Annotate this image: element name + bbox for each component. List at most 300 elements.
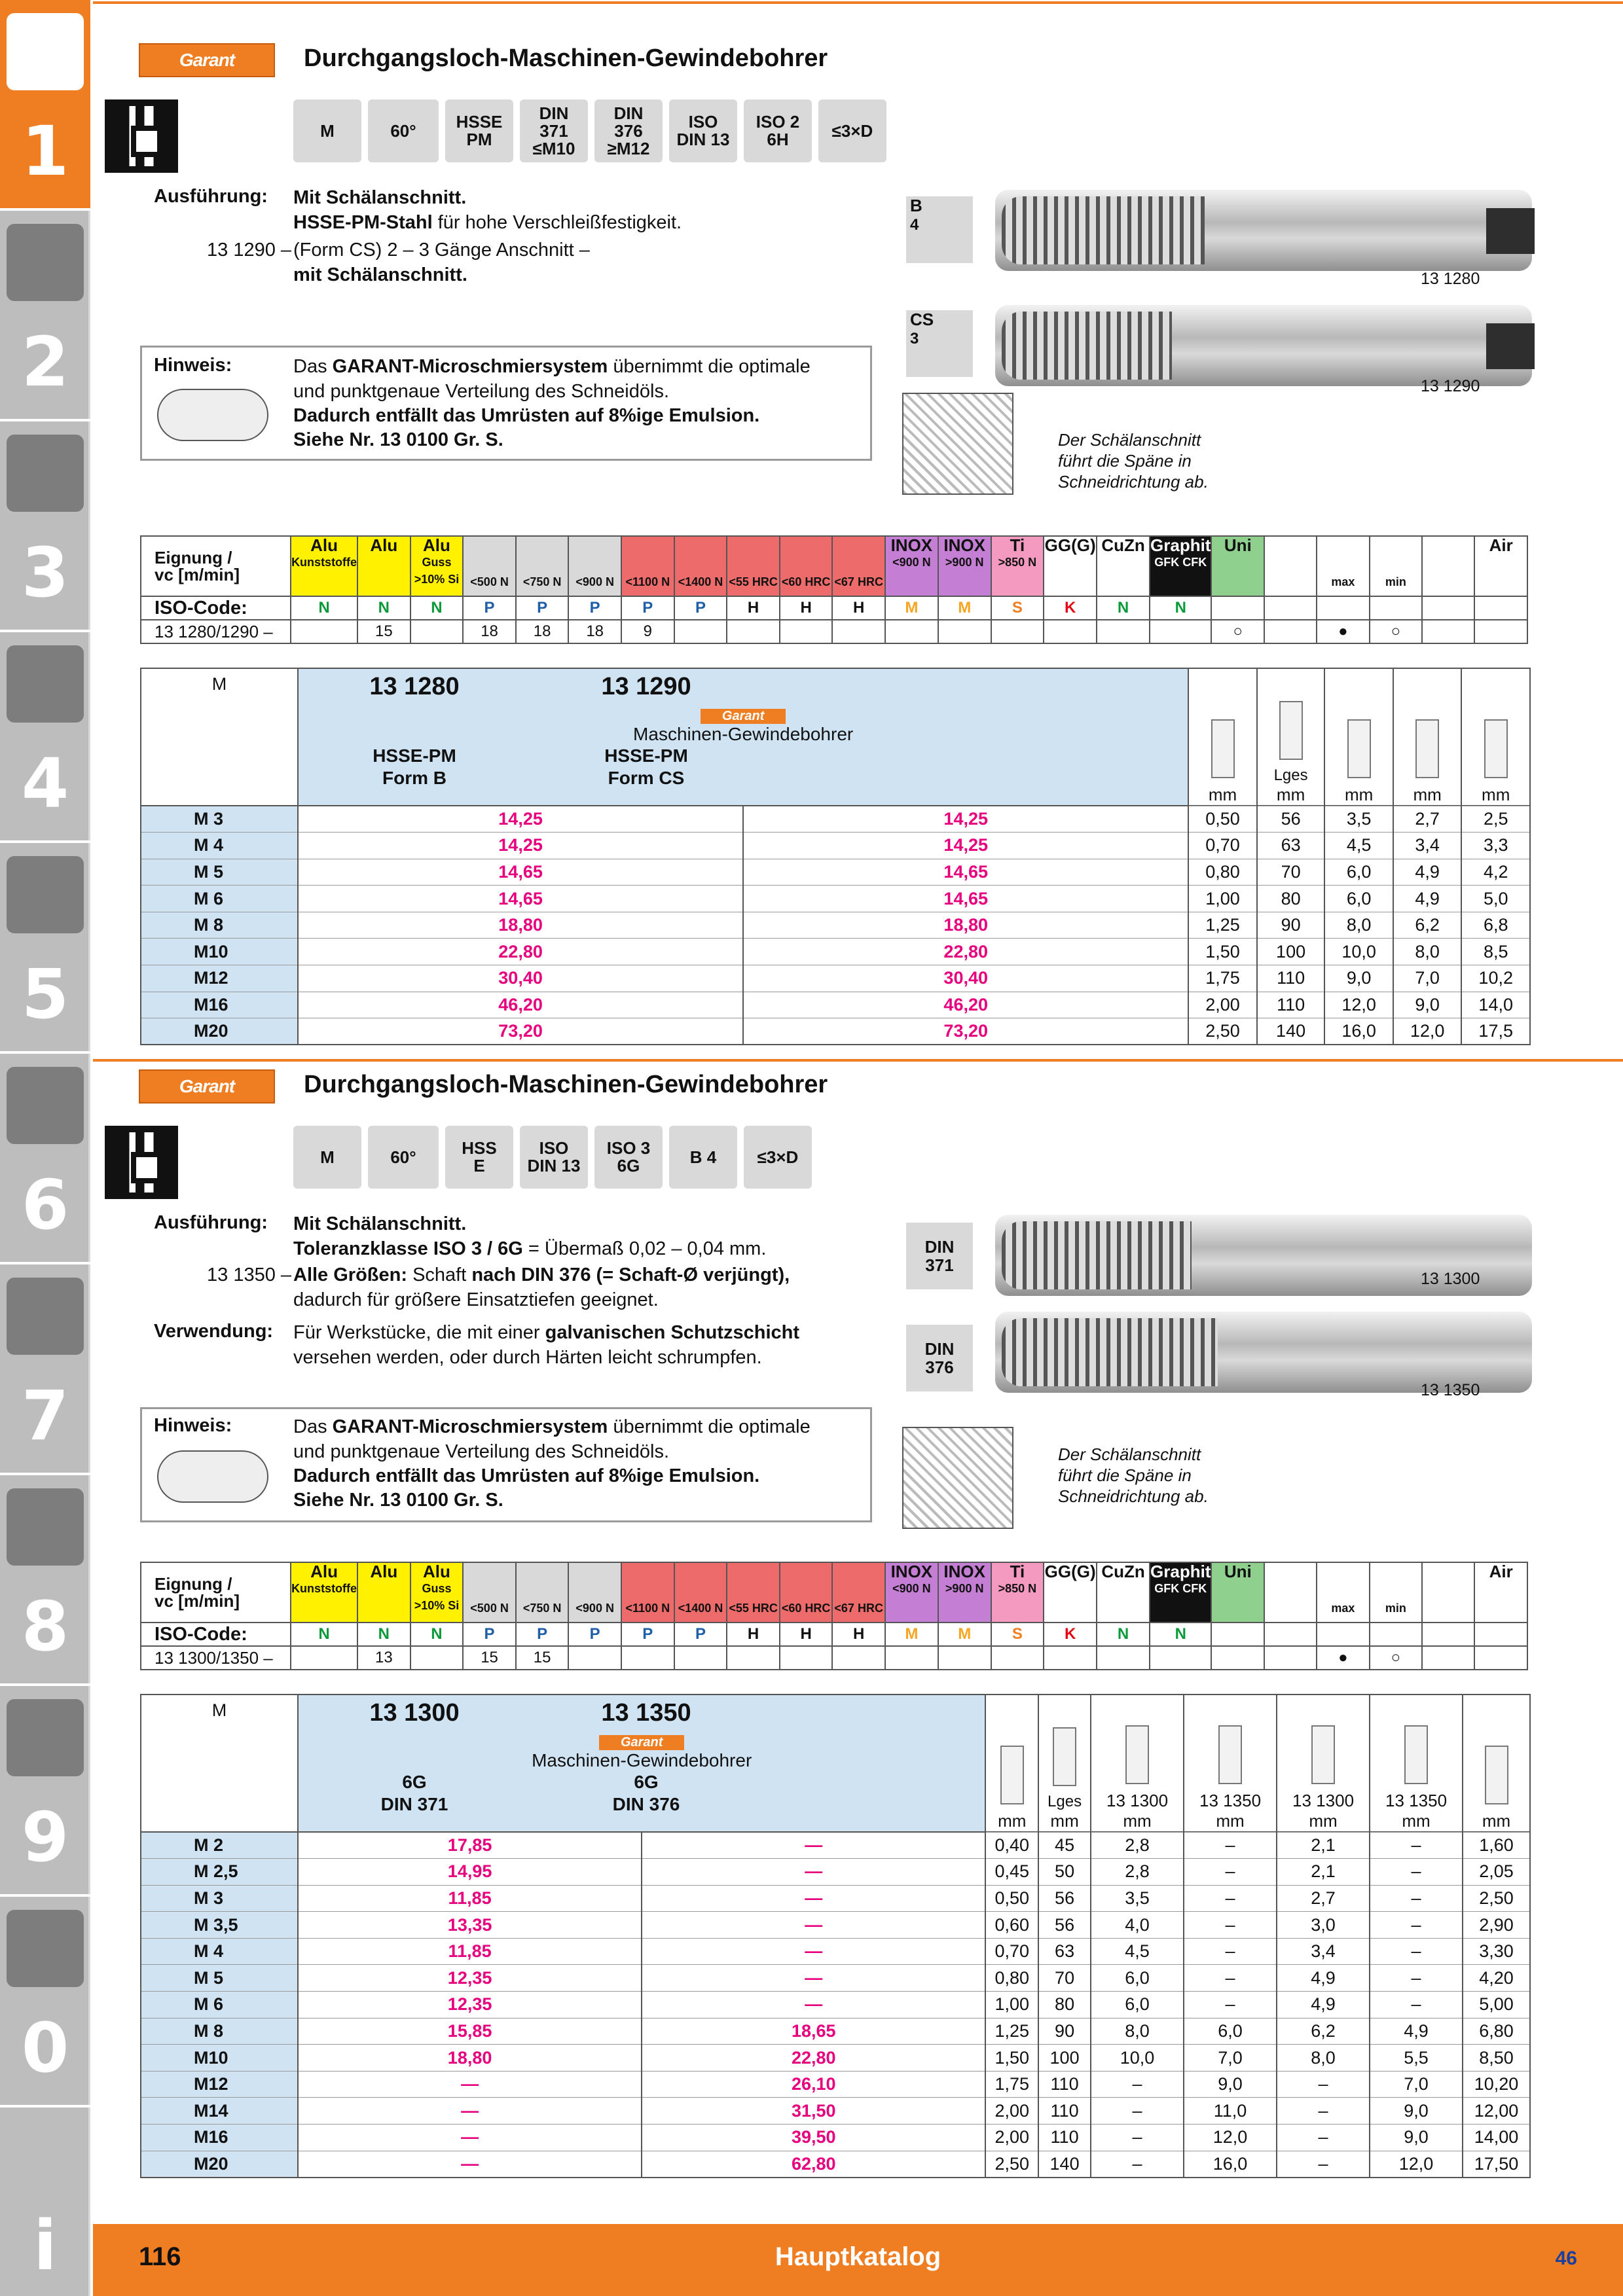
dimension-cell: 8,0 xyxy=(1393,939,1462,965)
dimension-cell: 8,50 xyxy=(1463,2045,1530,2072)
chapter-number: 6 xyxy=(21,1165,69,1245)
chapter-number: 8 xyxy=(21,1587,69,1666)
price-cell: 26,10 xyxy=(642,2071,985,2098)
spec-icon-4: DIN 376 ≥M12 xyxy=(594,99,663,162)
vc-value xyxy=(410,620,464,643)
price-cell: — xyxy=(642,1938,985,1965)
hinweis-label-2: Hinweis: xyxy=(154,1415,232,1436)
dimension-cell: 1,75 xyxy=(985,2071,1038,2098)
h2-l1b: GARANT-Microschmiersystem xyxy=(332,1416,608,1437)
material-sub: <900 N xyxy=(892,556,931,569)
material-sub: Guss >10% Si xyxy=(414,1582,460,1612)
spec-icon-3: DIN 371 ≤M10 xyxy=(520,99,588,162)
material-col-15 xyxy=(1097,536,1150,596)
dimension-cell: – xyxy=(1370,1832,1463,1859)
chip-flow-diagram xyxy=(902,393,1013,495)
dimension-cell: 1,75 xyxy=(1188,965,1257,992)
material-col-13 xyxy=(991,536,1044,596)
dimension-col-header-4 xyxy=(1461,668,1530,806)
qr-code-icon-2[interactable] xyxy=(105,1126,178,1199)
material-col-21 xyxy=(1422,1562,1474,1623)
size-cell: M10 xyxy=(141,939,298,965)
product-description: Maschinen-Gewindebohrer xyxy=(532,1750,752,1770)
sub-code-label: 13 1300 xyxy=(1106,1791,1169,1810)
dimension-col-header-3 xyxy=(1184,1695,1277,1832)
material-name: Uni xyxy=(1224,535,1252,555)
material-col-17 xyxy=(1211,1562,1264,1623)
dimension-col-header-0 xyxy=(1188,668,1257,806)
iso-code-cell: H xyxy=(832,1623,885,1646)
dimension-cell: 4,0 xyxy=(1091,1912,1184,1939)
dimension-cell: – xyxy=(1184,1938,1277,1965)
material-col-2 xyxy=(410,1562,464,1623)
dimension-cell: 3,30 xyxy=(1463,1938,1530,1965)
iso-code-cell: H xyxy=(780,596,833,620)
vc-value xyxy=(1044,1646,1097,1670)
chapter-tool-icon xyxy=(7,645,84,723)
dimension-cell: 63 xyxy=(1257,833,1325,859)
dimension-cell: 3,5 xyxy=(1324,806,1393,833)
dimension-col-header-2 xyxy=(1091,1695,1184,1832)
size-cell: M 6 xyxy=(141,886,298,912)
sidebar-chapter-8[interactable] xyxy=(0,1475,90,1686)
iso-code-label: ISO-Code: xyxy=(141,1623,291,1646)
material-col-9 xyxy=(780,536,833,596)
s2-ref-l1a: Alle Größen: xyxy=(293,1265,408,1285)
tap-thread-4 xyxy=(1002,1318,1218,1386)
size-cell: M 6 xyxy=(141,1992,298,2018)
iso-code-cell xyxy=(1370,1623,1422,1646)
price-cell: — xyxy=(298,2071,642,2098)
material-name: Graphit xyxy=(1150,535,1211,555)
dimension-cell: 90 xyxy=(1257,912,1325,939)
vc-value xyxy=(727,620,780,643)
material-name: Alu xyxy=(423,1562,450,1581)
dimension-cell: 6,0 xyxy=(1324,886,1393,912)
verwendung-label: Verwendung: xyxy=(154,1321,274,1342)
chapter-tool-icon xyxy=(7,1910,84,1987)
iso-code-cell xyxy=(1211,596,1264,620)
iso-code-cell: P xyxy=(516,1623,569,1646)
material-sub: Kunststoffe xyxy=(291,556,357,569)
eligibility-table-1 xyxy=(140,535,1528,644)
dimension-cell: 56 xyxy=(1257,806,1325,833)
dimension-cell: 6,0 xyxy=(1091,1992,1184,2018)
eligibility-table-2 xyxy=(140,1562,1528,1670)
dimension-cell: 50 xyxy=(1038,1859,1091,1886)
dimension-cell: 3,3 xyxy=(1461,833,1530,859)
ref-number: 13 1290 – xyxy=(207,240,292,260)
material-name: GG(G) xyxy=(1044,1562,1096,1581)
price-cell: 39,50 xyxy=(642,2125,985,2151)
qr-code-icon[interactable] xyxy=(105,99,178,173)
table-row xyxy=(141,939,1530,965)
chapter-number: 5 xyxy=(21,954,69,1034)
footer-bar xyxy=(93,2224,1623,2296)
dimension-cell: 1,25 xyxy=(1188,912,1257,939)
iso-code-cell: N xyxy=(291,596,357,620)
spec-icon-0: M xyxy=(293,99,361,162)
s2-ref-l1b: Schaft xyxy=(407,1265,472,1285)
vc-value xyxy=(674,620,727,643)
lges-label: Lges xyxy=(1273,766,1308,784)
material-col-5 xyxy=(568,536,621,596)
dimension-cell: 12,0 xyxy=(1393,1018,1462,1045)
material-sub: >900 N xyxy=(945,1582,984,1595)
table-row xyxy=(141,859,1530,886)
spec-icon-2: HSS E xyxy=(445,1126,513,1189)
dimension-cell: 80 xyxy=(1038,1992,1091,2018)
article-code-2: 13 1350 xyxy=(601,1699,691,1727)
dimension-diagram-icon xyxy=(1125,1725,1149,1784)
lges-label: Lges xyxy=(1048,1793,1082,1810)
material-col-0 xyxy=(291,1562,357,1623)
vc-value: 18 xyxy=(463,620,516,643)
dimension-diagram-icon xyxy=(1415,719,1439,778)
material-col-21 xyxy=(1422,536,1474,596)
dimension-col-header-3 xyxy=(1393,668,1462,806)
vc-label: vc [m/min] xyxy=(155,1591,240,1611)
sidebar-chapter-1[interactable] xyxy=(0,0,90,211)
dimension-diagram-icon xyxy=(1311,1725,1335,1784)
dimension-cell: 2,50 xyxy=(1188,1018,1257,1045)
vc-value: 15 xyxy=(516,1646,569,1670)
table-row xyxy=(141,2151,1530,2178)
iso-code-label: ISO-Code: xyxy=(141,596,291,620)
garant-logo: Garant xyxy=(139,43,275,77)
form-cs-label: CS xyxy=(910,310,934,329)
sidebar-chapter-6[interactable] xyxy=(0,1054,90,1265)
dimension-cell: 70 xyxy=(1257,859,1325,886)
hinweis2-line3: Dadurch entfällt das Umrüsten auf 8%ige Emulsion. xyxy=(293,1465,760,1486)
dimension-cell: 4,9 xyxy=(1277,1992,1370,2018)
form-b-value: 4 xyxy=(910,216,919,234)
dimension-cell: 0,50 xyxy=(985,1885,1038,1912)
vc-value xyxy=(1097,1646,1150,1670)
sidebar-chapter-info[interactable] xyxy=(0,2108,90,2296)
price-cell: — xyxy=(642,1992,985,2018)
tap-thread-2 xyxy=(1002,312,1172,380)
iso-code-cell: P xyxy=(621,596,674,620)
article-row-label: 13 1300/1350 – xyxy=(141,1646,291,1670)
chip-note-line1: Der Schälanschnitt xyxy=(1058,430,1201,450)
verwendung-line1 xyxy=(293,1321,799,1345)
size-cell: M16 xyxy=(141,2125,298,2151)
iso-code-cell xyxy=(1474,1623,1527,1646)
hinweis-line4: Siehe Nr. 13 0100 Gr. S. xyxy=(293,429,503,450)
dimension-cell: 2,7 xyxy=(1277,1885,1370,1912)
hinweis-label: Hinweis: xyxy=(154,355,232,376)
price-cell: 14,65 xyxy=(298,859,743,886)
table-row xyxy=(141,2045,1530,2072)
section2-header-line xyxy=(93,1059,1623,1062)
iso-code-cell: M xyxy=(885,596,938,620)
chapter-tool-icon xyxy=(7,1278,84,1355)
dimension-cell: 10,0 xyxy=(1091,2045,1184,2072)
vc-value xyxy=(780,1646,833,1670)
chapter-tool-icon xyxy=(7,1488,84,1566)
section1-title: Durchgangsloch-Maschinen-Gewindebohrer xyxy=(304,45,828,72)
vc-value xyxy=(1097,620,1150,643)
iso-code-cell: N xyxy=(291,1623,357,1646)
dimension-cell: 2,8 xyxy=(1091,1859,1184,1886)
section2-title: Durchgangsloch-Maschinen-Gewindebohrer xyxy=(304,1071,828,1098)
dimension-cell: 56 xyxy=(1038,1912,1091,1939)
microlube-device-icon-2 xyxy=(157,1450,268,1503)
table-row xyxy=(141,1938,1530,1965)
ausfuehrung-line2 xyxy=(293,211,682,235)
vc-value xyxy=(1264,1646,1317,1670)
dimension-col-header-6 xyxy=(1463,1695,1530,1832)
vc-value xyxy=(1211,1646,1264,1670)
price-cell: 14,25 xyxy=(298,833,743,859)
price-cell: 22,80 xyxy=(642,2045,985,2072)
price-cell: — xyxy=(298,2098,642,2125)
iso-code-cell: P xyxy=(568,596,621,620)
price-cell: — xyxy=(642,1912,985,1939)
price-cell: 14,65 xyxy=(743,859,1188,886)
sidebar-chapter-9[interactable] xyxy=(0,1686,90,1897)
s2-ref-line2: dadurch für größere Einsatztiefen geeignet. xyxy=(293,1289,659,1310)
vc-value xyxy=(1150,620,1211,643)
unit-label: mm xyxy=(1309,1811,1338,1831)
eignung-label: Eignung / xyxy=(155,548,232,567)
chapter-tool-icon xyxy=(7,856,84,933)
dimension-cell: – xyxy=(1370,1938,1463,1965)
iso-code-cell: N xyxy=(1150,1623,1211,1646)
material-sub: GFK CFK xyxy=(1154,556,1207,569)
price-cell: — xyxy=(642,1832,985,1859)
iso-code-cell: N xyxy=(1150,596,1211,620)
ausfuehrung-label: Ausführung: xyxy=(154,186,268,207)
dimension-cell: 1,00 xyxy=(1188,886,1257,912)
dimension-cell: – xyxy=(1184,1912,1277,1939)
iso-code-cell xyxy=(1422,596,1474,620)
material-sub: <750 N xyxy=(522,575,562,588)
dimension-cell: 6,0 xyxy=(1091,1965,1184,1992)
dimension-cell: 12,0 xyxy=(1324,992,1393,1018)
dimension-cell: 4,9 xyxy=(1277,1965,1370,1992)
data-table-1 xyxy=(140,668,1531,1045)
unit-label: mm xyxy=(1482,1811,1511,1831)
variant-2-line2: DIN 376 xyxy=(612,1794,680,1814)
dimension-cell: – xyxy=(1370,1859,1463,1886)
size-cell: M 3,5 xyxy=(141,1912,298,1939)
unit-label: mm xyxy=(1482,785,1510,804)
vc-value: ● xyxy=(1317,620,1370,643)
sidebar-chapter-3[interactable] xyxy=(0,422,90,632)
s2-ref-l1c: nach DIN 376 (= Schaft-Ø verjüngt), xyxy=(471,1265,790,1285)
page-number: 116 xyxy=(139,2242,181,2271)
dimension-cell: 4,9 xyxy=(1393,886,1462,912)
iso-code-cell xyxy=(1317,1623,1370,1646)
dimension-cell: 0,70 xyxy=(985,1938,1038,1965)
material-col-16 xyxy=(1150,1562,1211,1623)
s2-img1-caption: 13 1300 xyxy=(1421,1270,1480,1288)
chapter-number: 1 xyxy=(21,111,69,191)
material-sub: <500 N xyxy=(470,575,509,588)
vc-value: ○ xyxy=(1370,1646,1422,1670)
dimension-cell: 8,0 xyxy=(1324,912,1393,939)
sidebar-chapter-2[interactable] xyxy=(0,211,90,422)
dimension-cell: 7,0 xyxy=(1393,965,1462,992)
verwendung-line2: versehen werden, oder durch Härten leicht schrumpfen. xyxy=(293,1347,762,1368)
material-col-14 xyxy=(1044,1562,1097,1623)
dimension-cell: 1,50 xyxy=(985,2045,1038,2072)
dimension-cell: 6,80 xyxy=(1463,2018,1530,2045)
variant-1-line2: Form B xyxy=(382,768,447,788)
price-cell: 46,20 xyxy=(743,992,1188,1018)
material-col-19 xyxy=(1317,1562,1370,1623)
iso-code-cell xyxy=(1474,596,1527,620)
size-cell: M16 xyxy=(141,992,298,1018)
hinweis-l1c: übernimmt die optimale xyxy=(608,356,811,377)
iso-code-cell: S xyxy=(991,1623,1044,1646)
iso-code-cell: P xyxy=(674,1623,727,1646)
article-code-1: 13 1300 xyxy=(369,1699,460,1727)
dimension-cell: 14,0 xyxy=(1461,992,1530,1018)
iso-code-cell xyxy=(1264,1623,1317,1646)
ref-line1: (Form CS) 2 – 3 Gänge Anschnitt – xyxy=(293,240,590,260)
vc-value xyxy=(1264,620,1317,643)
dimension-cell: 3,4 xyxy=(1277,1938,1370,1965)
sidebar-chapter-4[interactable] xyxy=(0,632,90,843)
price-cell: 14,95 xyxy=(298,1859,642,1886)
price-cell: — xyxy=(642,1885,985,1912)
table-row xyxy=(141,806,1530,833)
table-row xyxy=(141,1018,1530,1045)
material-sub: >850 N xyxy=(998,1582,1037,1595)
s2-tolerance: Toleranzklasse ISO 3 / 6G xyxy=(293,1238,523,1259)
table-row xyxy=(141,1885,1530,1912)
vc-value: 9 xyxy=(621,620,674,643)
material-col-2 xyxy=(410,536,464,596)
vc-value xyxy=(674,1646,727,1670)
catalog-title: Hauptkatalog xyxy=(775,2242,941,2271)
unit-label: mm xyxy=(1208,785,1237,804)
price-cell: 30,40 xyxy=(298,965,743,992)
dimension-cell: – xyxy=(1091,2098,1184,2125)
material-name: INOX xyxy=(943,535,985,555)
dimension-col-header-4 xyxy=(1277,1695,1370,1832)
vc-value xyxy=(1474,620,1527,643)
sidebar-chapter-7[interactable] xyxy=(0,1265,90,1475)
dimension-cell: 6,2 xyxy=(1277,2018,1370,2045)
dimension-cell: 8,0 xyxy=(1277,2045,1370,2072)
unit-label: mm xyxy=(1276,785,1305,804)
dimension-cell: – xyxy=(1091,2125,1184,2151)
material-name: Air xyxy=(1489,535,1513,555)
article-13-header xyxy=(298,668,1188,806)
size-cell: M 3 xyxy=(141,1885,298,1912)
vc-value xyxy=(291,620,357,643)
table-row xyxy=(141,965,1530,992)
material-col-6 xyxy=(621,1562,674,1623)
variant-1-line1: HSSE-PM xyxy=(373,745,456,766)
dimension-cell: 16,0 xyxy=(1184,2151,1277,2178)
material-col-3 xyxy=(463,536,516,596)
s2-tolerance-desc: = Übermaß 0,02 – 0,04 mm. xyxy=(522,1238,767,1259)
spec-icon-5: ISO DIN 13 xyxy=(669,99,737,162)
dimension-cell: – xyxy=(1370,1885,1463,1912)
chapter-number: 4 xyxy=(21,744,69,823)
s2-note-line3: Schneidrichtung ab. xyxy=(1058,1486,1209,1506)
material-name: Uni xyxy=(1224,1562,1252,1581)
price-cell: 62,80 xyxy=(642,2151,985,2178)
vc-value xyxy=(1150,1646,1211,1670)
footer-right-number: 46 xyxy=(1555,2248,1577,2269)
material-col-6 xyxy=(621,536,674,596)
material-col-0 xyxy=(291,536,357,596)
dimension-cell: 6,0 xyxy=(1184,2018,1277,2045)
dimension-cell: 7,0 xyxy=(1184,2045,1277,2072)
dimension-cell: 140 xyxy=(1257,1018,1325,1045)
sidebar-chapter-5[interactable] xyxy=(0,843,90,1054)
material-desc: für hohe Verschleißfestigkeit. xyxy=(432,212,682,233)
dimension-cell: 5,0 xyxy=(1461,886,1530,912)
dimension-cell: 8,0 xyxy=(1091,2018,1184,2045)
price-cell: — xyxy=(642,1965,985,1992)
dimension-cell: 1,25 xyxy=(985,2018,1038,2045)
dimension-cell: 0,80 xyxy=(985,1965,1038,1992)
variant-2-line2: Form CS xyxy=(608,768,685,788)
material-text: HSSE-PM-Stahl xyxy=(293,212,433,233)
v-l1b: galvanischen Schutzschicht xyxy=(545,1322,800,1343)
iso-code-cell: M xyxy=(885,1623,938,1646)
iso-code-cell: K xyxy=(1044,1623,1097,1646)
iso-code-cell: S xyxy=(991,596,1044,620)
vc-value: 13 xyxy=(357,1646,410,1670)
article-13-header xyxy=(298,1695,985,1832)
dimension-cell: – xyxy=(1277,2071,1370,2098)
material-col-19 xyxy=(1317,536,1370,596)
chapter-number: i xyxy=(33,2206,57,2286)
sub-code-label: 13 1300 xyxy=(1292,1791,1355,1810)
unit-label: mm xyxy=(1123,1811,1152,1831)
dimension-cell: 17,50 xyxy=(1463,2151,1530,2178)
iso-code-cell: H xyxy=(832,596,885,620)
dimension-cell: 3,5 xyxy=(1091,1885,1184,1912)
unit-label: mm xyxy=(1050,1811,1079,1831)
variant-2-line1: 6G xyxy=(634,1772,659,1792)
dimension-cell: 110 xyxy=(1038,2098,1091,2125)
material-col-1 xyxy=(357,1562,410,1623)
s2-img2-caption: 13 1350 xyxy=(1421,1381,1480,1399)
dimension-cell: 4,5 xyxy=(1091,1938,1184,1965)
microlube-device-icon xyxy=(157,389,268,441)
table-row xyxy=(141,1859,1530,1886)
article-code-2: 13 1290 xyxy=(601,673,691,700)
chip-note-line3: Schneidrichtung ab. xyxy=(1058,472,1209,492)
material-name: Alu xyxy=(423,535,450,555)
eignung-header-cell xyxy=(141,536,291,596)
dimension-cell: 11,0 xyxy=(1184,2098,1277,2125)
price-cell: 12,35 xyxy=(298,1965,642,1992)
material-sub: <60 HRC xyxy=(781,575,831,588)
dimension-cell: 2,05 xyxy=(1463,1859,1530,1886)
spec-icon-3: ISO DIN 13 xyxy=(520,1126,588,1189)
hinweis2-line4: Siehe Nr. 13 0100 Gr. S. xyxy=(293,1490,503,1511)
chapter-tool-icon xyxy=(7,1699,84,1776)
size-cell: M20 xyxy=(141,2151,298,2178)
hinweis2-line1 xyxy=(293,1415,811,1439)
material-sub: <1400 N xyxy=(678,575,723,588)
variant-1-line2: DIN 371 xyxy=(380,1794,448,1814)
hinweis-line2: und punktgenaue Verteilung des Schneidöls. xyxy=(293,381,669,402)
sidebar-chapter-0[interactable] xyxy=(0,1897,90,2108)
dimension-diagram-icon xyxy=(1218,1725,1242,1784)
material-col-8 xyxy=(727,1562,780,1623)
